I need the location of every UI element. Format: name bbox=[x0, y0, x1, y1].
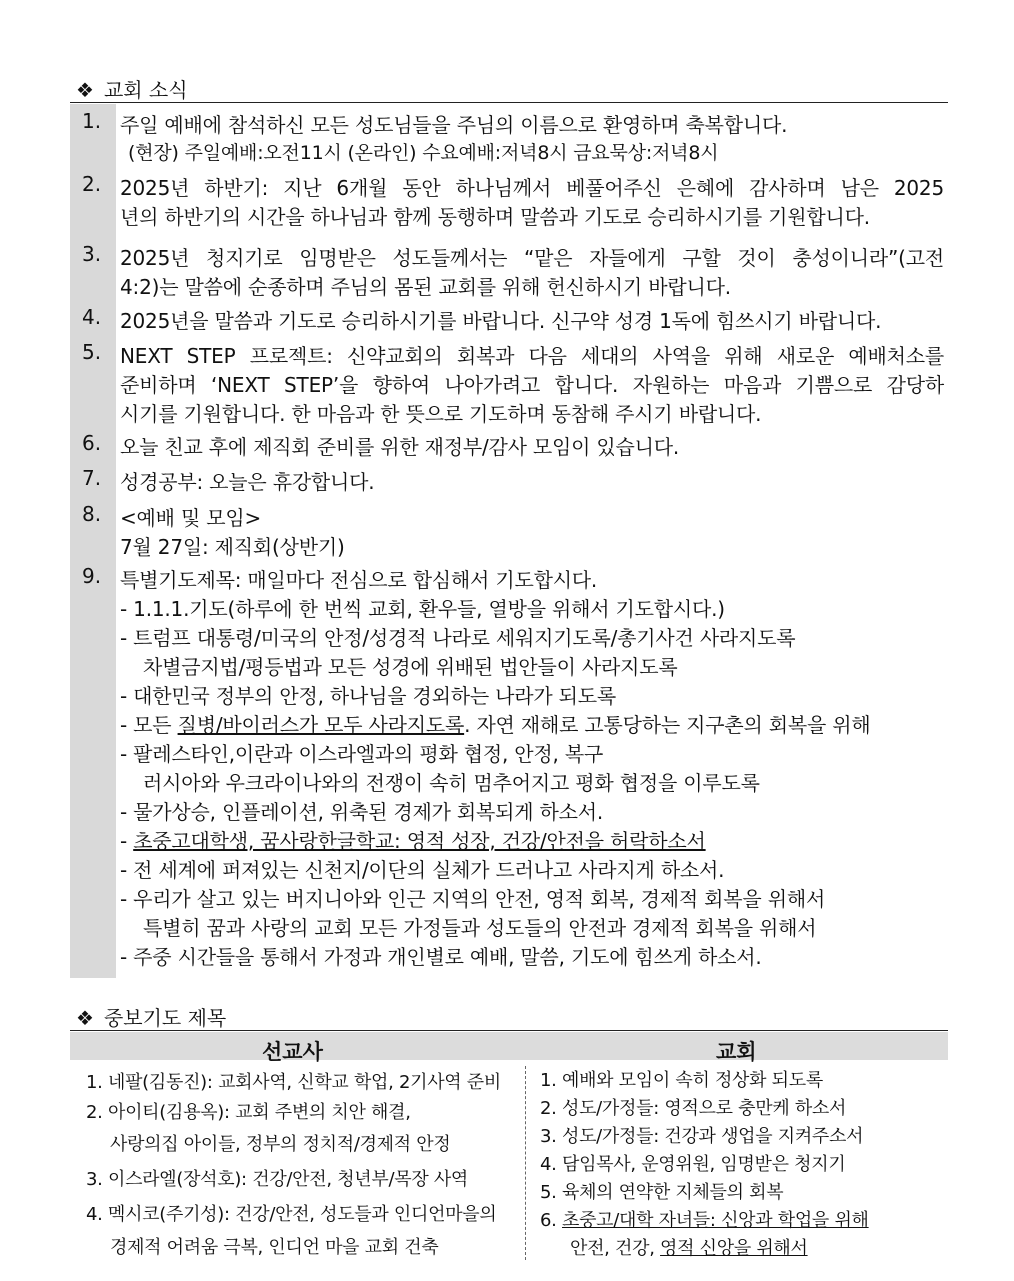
diamond-bullet-icon: ❖ bbox=[76, 1006, 94, 1030]
prayer-list-item: - 모든 질병/바이러스가 모두 사라지도록. 자연 재해로 고통당하는 지구촌의 회복을 위해 bbox=[120, 713, 871, 737]
news-item-3-line-2: 4:2)는 말씀에 순종하며 주님의 몸된 교회를 위해 헌신하시기 바랍니다. bbox=[120, 275, 731, 299]
church-item: 1. 예배와 모임이 속히 정상화 되도록 bbox=[540, 1070, 823, 1091]
prayer-header-bar bbox=[70, 1032, 948, 1060]
item-number: 6. bbox=[82, 431, 102, 455]
item-number: 8. bbox=[82, 502, 102, 526]
news-item-2-line-1: 2025년 하반기: 지난 6개월 동안 하나님께서 베풀어주신 은혜에 감사하며 남은 2025 bbox=[120, 176, 944, 200]
church-header: 교회 bbox=[716, 1040, 757, 1064]
church-item: 4. 담임목사, 운영위원, 임명받은 청지기 bbox=[540, 1154, 846, 1175]
prayer-list-heading: 특별기도제목: 매일마다 전심으로 합심해서 기도합시다. bbox=[120, 568, 598, 592]
prayer-list-item: - 전 세계에 퍼져있는 신천지/이단의 실체가 드러나고 사라지게 하소서. bbox=[120, 858, 725, 882]
news-item-5-line-2: 준비하며 ‘NEXT STEP’을 향하여 나아가려고 합니다. 자원하는 마음과 기쁨으로 감당하 bbox=[120, 373, 944, 397]
prayer-divider bbox=[70, 1030, 948, 1031]
news-item-8-line-1: <예배 및 모임> bbox=[120, 506, 262, 530]
church-item-cont: 안전, 건강, 영적 신앙을 위해서 bbox=[570, 1238, 808, 1259]
news-item-5-line-1: NEXT STEP 프로젝트: 신약교회의 회복과 다음 세대의 사역을 위해 새로운 예배처소를 bbox=[120, 344, 944, 368]
column-divider bbox=[525, 1066, 526, 1260]
news-item-1-line-1: 주일 예배에 참석하신 모든 성도님들을 주님의 이름으로 환영하며 축복합니다. bbox=[120, 113, 788, 137]
missionary-item-cont: 사랑의집 아이들, 정부의 정치적/경제적 안정 bbox=[110, 1134, 451, 1155]
news-item-7-line-1: 성경공부: 오늘은 휴강합니다. bbox=[120, 470, 375, 494]
church-item: 3. 성도/가정들: 건강과 생업을 지켜주소서 bbox=[540, 1126, 864, 1147]
prayer-section-title: ❖ 중보기도 제목 bbox=[76, 1006, 227, 1030]
prayer-list-item: - 우리가 살고 있는 버지니아와 인근 지역의 안전, 영적 회복, 경제적 회복을 위해서 bbox=[120, 887, 826, 911]
missionary-item: 4. 멕시코(주기성): 건강/안전, 성도들과 인디언마을의 bbox=[86, 1204, 497, 1225]
prayer-list-item: - 대한민국 정부의 안정, 하나님을 경외하는 나라가 되도록 bbox=[120, 684, 617, 708]
prayer-list-item-cont: 차별금지법/평등법과 모든 성경에 위배된 법안들이 사라지도록 bbox=[143, 655, 678, 679]
prayer-list-item: - 주중 시간들을 통해서 가정과 개인별로 예배, 말씀, 기도에 힘쓰게 하소서. bbox=[120, 945, 762, 969]
item-number: 5. bbox=[82, 340, 102, 364]
missionary-item: 1. 네팔(김동진): 교회사역, 신학교 학업, 2기사역 준비 bbox=[86, 1072, 501, 1093]
church-item: 6. 초중고/대학 자녀들: 신앙과 학업을 위해 bbox=[540, 1210, 869, 1231]
news-item-4-line-1: 2025년을 말씀과 기도로 승리하시기를 바랍니다. 신구약 성경 1독에 힘쓰시기 바랍니다. bbox=[120, 309, 882, 333]
news-section-title: ❖ 교회 소식 bbox=[76, 78, 188, 102]
news-item-5-line-3: 시기를 기원합니다. 한 마음과 한 뜻으로 기도하며 동참해 주시기 바랍니다. bbox=[120, 402, 762, 426]
prayer-list-item: - 물가상승, 인플레이션, 위축된 경제가 회복되게 하소서. bbox=[120, 800, 604, 824]
prayer-list-item: - 초중고대학생, 꿈사랑한글학교: 영적 성장, 건강/안전을 허락하소서 bbox=[120, 829, 706, 853]
prayer-list-item-cont: 러시아와 우크라이나와의 전쟁이 속히 멈추어지고 평화 협정을 이루도록 bbox=[143, 771, 760, 795]
church-item: 5. 육체의 연약한 지체들의 회복 bbox=[540, 1182, 784, 1203]
news-divider bbox=[70, 102, 948, 103]
prayer-list-item: - 트럼프 대통령/미국의 안정/성경적 나라로 세워지기도록/총기사건 사라지도록 bbox=[120, 626, 796, 650]
prayer-list-item: - 1.1.1.기도(하루에 한 번씩 교회, 환우들, 열방을 위해서 기도합시다.) bbox=[120, 597, 725, 621]
worship-times: (현장) 주일예배:오전11시 (온라인) 수요예배:저녁8시 금요묵상:저녁8시 bbox=[128, 142, 719, 164]
item-number: 9. bbox=[82, 564, 102, 588]
item-number: 1. bbox=[82, 109, 102, 133]
news-item-2-line-2: 년의 하반기의 시간을 하나님과 함께 동행하며 말씀과 기도로 승리하시기를 기원합니다. bbox=[120, 205, 870, 229]
news-item-8-line-2: 7월 27일: 제직회(상반기) bbox=[120, 535, 345, 559]
item-number: 3. bbox=[82, 242, 102, 266]
prayer-list-item-cont: 특별히 꿈과 사랑의 교회 모든 가정들과 성도들의 안전과 경제적 회복을 위해서 bbox=[143, 916, 817, 940]
item-number: 2. bbox=[82, 172, 102, 196]
number-column bbox=[70, 104, 116, 978]
missionary-item: 2. 아이티(김용옥): 교회 주변의 치안 해결, bbox=[86, 1102, 411, 1123]
missionary-item-cont: 경제적 어려움 극복, 인디언 마을 교회 건축 bbox=[110, 1237, 439, 1258]
prayer-list-item: - 팔레스타인,이란과 이스라엘과의 평화 협정, 안정, 복구 bbox=[120, 742, 604, 766]
item-number: 4. bbox=[82, 305, 102, 329]
church-item: 2. 성도/가정들: 영적으로 충만케 하소서 bbox=[540, 1098, 847, 1119]
item-number: 7. bbox=[82, 466, 102, 490]
missionary-item: 3. 이스라엘(장석호): 건강/안전, 청년부/목장 사역 bbox=[86, 1169, 469, 1190]
news-item-6-line-1: 오늘 친교 후에 제직회 준비를 위한 재정부/감사 모임이 있습니다. bbox=[120, 435, 680, 459]
diamond-bullet-icon: ❖ bbox=[76, 78, 94, 102]
news-item-3-line-1: 2025년 청지기로 임명받은 성도들께서는 “맡은 자들에게 구할 것이 충성이니라”(고전 bbox=[120, 246, 944, 270]
missionary-header: 선교사 bbox=[262, 1040, 323, 1064]
